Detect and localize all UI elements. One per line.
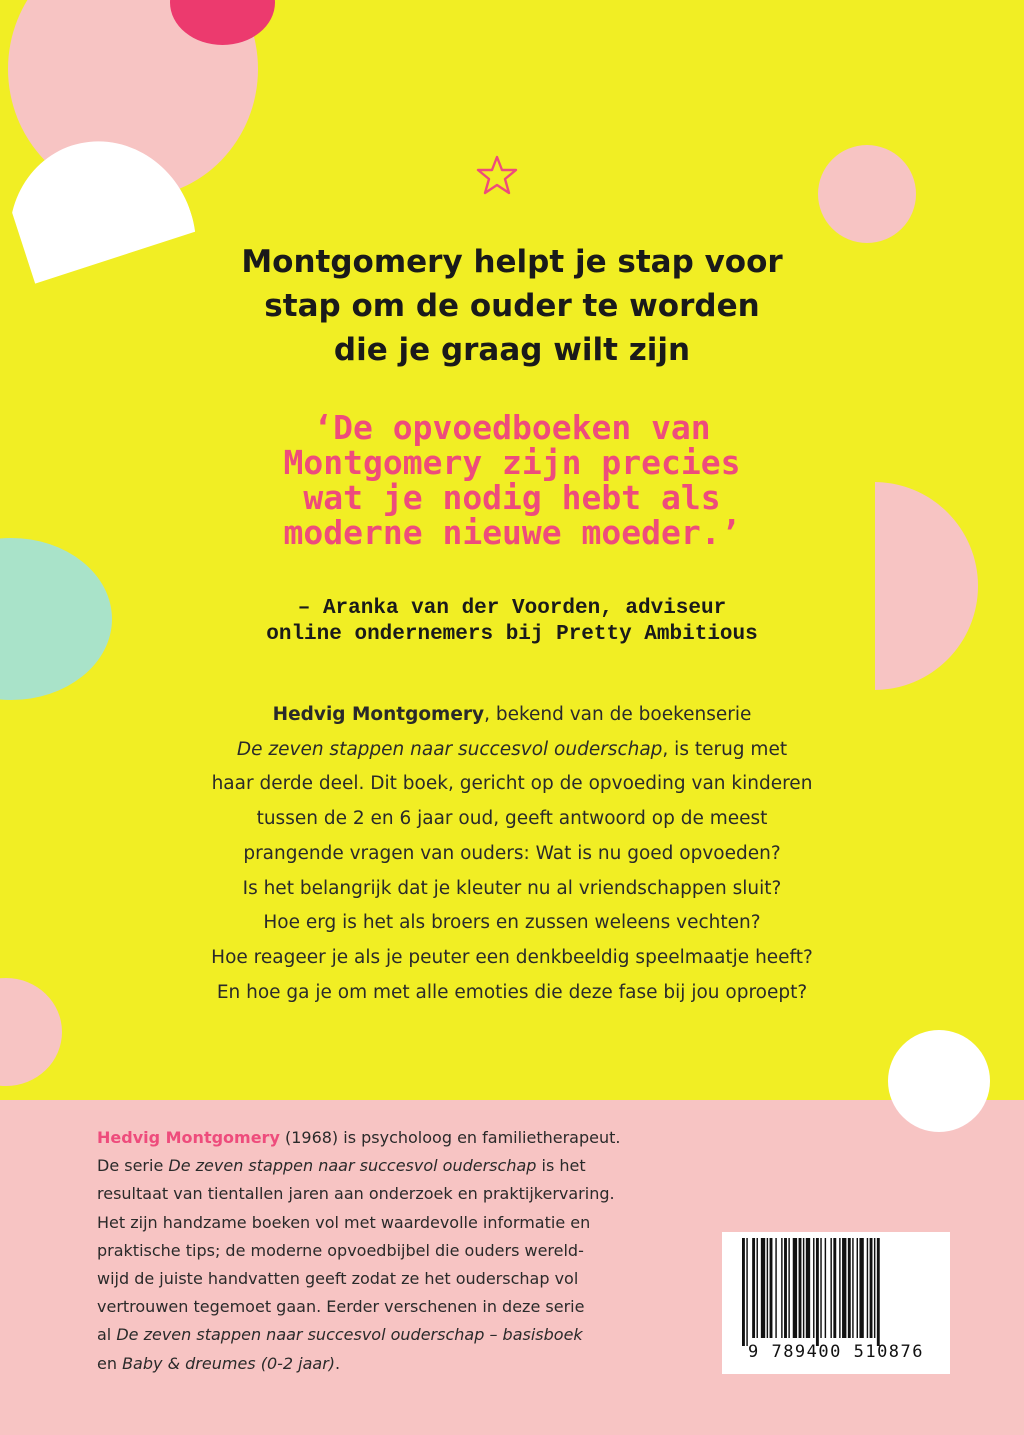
bio-line (97, 1321, 717, 1349)
bio-line (97, 1350, 717, 1378)
book-blurb (120, 698, 904, 1010)
barcode-bar (839, 1238, 840, 1338)
bio-text: is het (536, 1156, 586, 1176)
headline-line: die je graag wilt zijn (333, 332, 691, 368)
pink-small-circle-decoration (818, 145, 916, 243)
blurb-line: Hoe erg is het als broers en zussen weleens vechten? (263, 912, 761, 934)
barcode-bar (867, 1238, 868, 1338)
quote-line: moderne nieuwe moeder.’ (283, 513, 741, 552)
bio-text: . (335, 1353, 341, 1373)
white-circle-decoration (888, 1030, 990, 1132)
barcode-bar (767, 1238, 768, 1338)
barcode-bar (757, 1238, 758, 1338)
bio-line: resultaat van tientallen jaren aan onderzoek en praktijkervaring. (97, 1184, 615, 1204)
barcode-bar (742, 1238, 745, 1346)
blurb-line (120, 733, 904, 768)
barcode-bar (784, 1238, 787, 1338)
barcode-bar (775, 1238, 776, 1338)
bio-book-title: Baby & dreumes (0-2 jaar) (122, 1353, 336, 1373)
barcode-bar (761, 1238, 765, 1338)
blurb-line: Hoe reageer je als je peuter een denkbeeldig speelmaatje heeft? (211, 946, 813, 968)
quote-line: Montgomery zijn precies (283, 443, 741, 482)
blurb-line: En hoe ga je om met alle emoties die deze fase bij jou oproept? (216, 981, 808, 1003)
bio-line: wijd de juiste handvatten geeft zodat ze het ouderschap vol (97, 1269, 579, 1289)
barcode-bar (833, 1238, 836, 1338)
barcode-bars (728, 1238, 944, 1346)
barcode-bar (806, 1238, 810, 1338)
barcode-bar (859, 1238, 863, 1338)
mint-half-circle-decoration (0, 538, 112, 700)
attribution-line: – Aranka van der Voorden, adviseur (297, 597, 727, 620)
barcode-bar (857, 1238, 858, 1338)
pink-half-circle-decoration (875, 482, 1015, 690)
bio-text: (1968) is psycholoog en familietherapeut. (279, 1128, 621, 1147)
barcode-bar (830, 1238, 831, 1338)
star-icon (476, 154, 518, 196)
quote-attribution (150, 596, 874, 648)
barcode-bar (770, 1238, 773, 1338)
bio-line: Het zijn handzame boeken vol met waardevolle informatie en (97, 1212, 591, 1232)
barcode-bar (874, 1238, 875, 1338)
barcode-bar (870, 1238, 873, 1338)
headline (120, 240, 904, 372)
bio-author-name: Hedvig Montgomery (97, 1128, 280, 1147)
bio-text: en (97, 1353, 123, 1373)
barcode-bar (793, 1238, 797, 1338)
bio-series-title: De zeven stappen naar succesvol ouderschap (168, 1156, 537, 1176)
barcode-bar (842, 1238, 846, 1338)
bio-series-title: De zeven stappen naar succesvol ouderschap – basisboek (116, 1325, 583, 1345)
bio-text: De serie (97, 1156, 169, 1176)
barcode-bar (803, 1238, 804, 1338)
barcode-bar (752, 1238, 755, 1338)
blurb-author: Hedvig Montgomery (272, 704, 485, 725)
blurb-text: , is terug met (662, 738, 788, 760)
author-bio (97, 1124, 717, 1378)
barcode-bar (852, 1238, 853, 1338)
testimonial-quote (150, 410, 874, 550)
barcode-bar (799, 1238, 802, 1338)
barcode-bar (781, 1238, 782, 1338)
barcode-bar (746, 1238, 747, 1346)
barcode-bar (813, 1238, 814, 1338)
barcode-bar (820, 1238, 821, 1338)
blurb-line: haar derde deel. Dit boek, gericht op de opvoeding van kinderen (211, 773, 813, 795)
barcode-bar (848, 1238, 851, 1338)
isbn-barcode (722, 1232, 950, 1374)
attribution-line: online ondernemers bij Pretty Ambitious (266, 623, 758, 646)
headline-line: Montgomery helpt je stap voor (241, 244, 783, 280)
blurb-text: , bekend van de boekenserie (484, 704, 752, 725)
blurb-line: tussen de 2 en 6 jaar oud, geeft antwoord op de meest (256, 808, 768, 830)
bio-line (97, 1124, 717, 1152)
blurb-line: prangende vragen van ouders: Wat is nu goed opvoeden? (243, 842, 781, 864)
bio-line: vertrouwen tegemoet gaan. Eerder verschenen in deze serie (97, 1297, 585, 1317)
blurb-series-title: De zeven stappen naar succesvol ouderschap (236, 738, 663, 760)
quote-line: ‘De opvoedboeken van (313, 408, 711, 447)
barcode-bar (788, 1238, 789, 1338)
blurb-line: Is het belangrijk dat je kleuter nu al vriendschappen sluit? (242, 877, 782, 899)
isbn-number: 9 789400 510876 (747, 1342, 925, 1362)
bio-text: al (97, 1325, 117, 1345)
headline-line: stap om de ouder te worden (264, 288, 760, 324)
barcode-bar (825, 1238, 826, 1338)
bio-line: praktische tips; de moderne opvoedbijbel die ouders wereld- (97, 1240, 584, 1260)
quote-line: wat je nodig hebt als (303, 478, 721, 517)
pink-left-circle-decoration (0, 978, 62, 1086)
barcode-bar (877, 1238, 880, 1346)
bio-line (97, 1152, 717, 1180)
barcode-bar (816, 1238, 819, 1346)
blurb-line (120, 698, 904, 733)
